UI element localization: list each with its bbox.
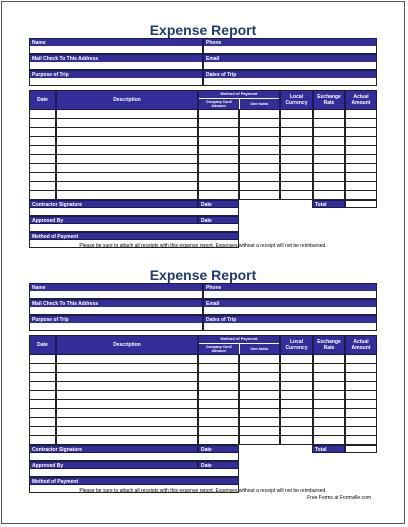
description-cell[interactable]	[56, 400, 198, 409]
col-payment-header	[198, 90, 280, 110]
phone-field[interactable]	[203, 291, 377, 299]
receipt-note: Please be sure to attach all receipts with this expense report. Expenses without a receipt will not be reimbursed.	[79, 243, 327, 249]
date-cell[interactable]	[29, 137, 56, 146]
dates-field[interactable]	[203, 323, 377, 331]
description-cell[interactable]	[56, 182, 198, 191]
purpose-dates-fields	[29, 78, 377, 86]
company-card-cell[interactable]	[198, 137, 239, 146]
email-field[interactable]	[203, 62, 377, 70]
purpose-dates-header	[29, 70, 377, 78]
exchange-rate-cell[interactable]	[313, 355, 345, 364]
actual-amount-cell[interactable]	[345, 182, 377, 191]
own-funds-cell[interactable]	[239, 436, 280, 445]
approved-by-field[interactable]	[29, 469, 239, 477]
actual-amount-cell[interactable]	[345, 128, 377, 137]
exchange-rate-cell[interactable]	[313, 427, 345, 436]
own-funds-cell[interactable]	[239, 182, 280, 191]
expense-grid	[29, 335, 377, 445]
approved-row	[29, 216, 239, 224]
own-funds-cell[interactable]	[239, 146, 280, 155]
col-date-header: Date	[29, 90, 56, 110]
company-card-cell[interactable]	[198, 436, 239, 445]
method-of-payment-label: Method of Payment	[199, 336, 279, 344]
date-cell[interactable]	[29, 418, 56, 427]
date-cell[interactable]	[29, 146, 56, 155]
address-field[interactable]	[29, 62, 203, 70]
approved-date-label: Date	[198, 461, 239, 469]
description-cell[interactable]	[56, 191, 198, 200]
local-currency-cell[interactable]	[280, 119, 313, 128]
table-row	[29, 191, 377, 200]
actual-amount-cell[interactable]	[345, 400, 377, 409]
table-row	[29, 364, 377, 373]
address-email-header	[29, 299, 377, 307]
mail-check-label: Mail Check To This Address	[29, 299, 203, 307]
purpose-dates-fields	[29, 323, 377, 331]
company-card-cell[interactable]	[198, 400, 239, 409]
description-cell[interactable]	[56, 137, 198, 146]
approved-by-label: Approved By	[29, 461, 198, 469]
company-card-cell[interactable]	[198, 128, 239, 137]
email-label: Email	[203, 54, 377, 62]
date-cell[interactable]	[29, 409, 56, 418]
local-currency-cell[interactable]	[280, 409, 313, 418]
date-cell[interactable]	[29, 391, 56, 400]
description-cell[interactable]	[56, 119, 198, 128]
approved-row	[29, 461, 239, 469]
local-currency-cell[interactable]	[280, 436, 313, 445]
grid-body	[29, 355, 377, 445]
exchange-rate-cell[interactable]	[313, 164, 345, 173]
local-currency-cell[interactable]	[280, 373, 313, 382]
actual-amount-cell[interactable]	[345, 155, 377, 164]
col-local-currency-header: Local Currency	[280, 90, 313, 110]
email-label: Email	[203, 299, 377, 307]
total-field[interactable]	[345, 200, 377, 208]
contractor-signature-label: Contractor Signature	[29, 445, 198, 453]
actual-amount-cell[interactable]	[345, 110, 377, 119]
dates-label: Dates of Trip	[203, 315, 377, 323]
method-of-payment-footer-label: Method of Payment	[29, 477, 239, 485]
form-title: Expense Report	[149, 22, 257, 38]
actual-amount-cell[interactable]	[345, 164, 377, 173]
phone-label: Phone	[203, 283, 377, 291]
local-currency-cell[interactable]	[280, 155, 313, 164]
actual-amount-cell[interactable]	[345, 119, 377, 128]
date-cell[interactable]	[29, 436, 56, 445]
table-row	[29, 110, 377, 119]
local-currency-cell[interactable]	[280, 418, 313, 427]
footer-block	[29, 445, 377, 485]
company-card-cell[interactable]	[198, 373, 239, 382]
table-row	[29, 400, 377, 409]
expense-report-form-2	[29, 268, 377, 493]
date-cell[interactable]	[29, 173, 56, 182]
table-row	[29, 164, 377, 173]
date-cell[interactable]	[29, 110, 56, 119]
company-card-cell[interactable]	[198, 182, 239, 191]
company-card-cell[interactable]	[198, 164, 239, 173]
contractor-signature-label: Contractor Signature	[29, 200, 198, 208]
exchange-rate-cell[interactable]	[313, 400, 345, 409]
actual-amount-cell[interactable]	[345, 436, 377, 445]
own-funds-cell[interactable]	[239, 382, 280, 391]
date-cell[interactable]	[29, 373, 56, 382]
date-cell[interactable]	[29, 119, 56, 128]
table-row	[29, 119, 377, 128]
local-currency-cell[interactable]	[280, 128, 313, 137]
dates-label: Dates of Trip	[203, 70, 377, 78]
col-description-header: Description	[56, 335, 198, 355]
signature-field[interactable]	[29, 453, 239, 461]
table-row	[29, 373, 377, 382]
total-label: Total	[312, 445, 345, 453]
description-cell[interactable]	[56, 418, 198, 427]
method-of-payment-label: Method of Payment	[199, 91, 279, 99]
own-funds-cell[interactable]	[239, 373, 280, 382]
phone-field[interactable]	[203, 46, 377, 54]
date-cell[interactable]	[29, 191, 56, 200]
purpose-field[interactable]	[29, 323, 203, 331]
date-cell[interactable]	[29, 364, 56, 373]
table-row	[29, 137, 377, 146]
table-row	[29, 418, 377, 427]
description-cell[interactable]	[56, 146, 198, 155]
table-row	[29, 355, 377, 364]
company-card-cell[interactable]	[198, 173, 239, 182]
company-card-cell[interactable]	[198, 191, 239, 200]
description-cell[interactable]	[56, 355, 198, 364]
total-field[interactable]	[345, 445, 377, 453]
own-funds-cell[interactable]	[239, 418, 280, 427]
company-card-cell[interactable]	[198, 146, 239, 155]
company-card-label: Company Card/ Advance	[199, 344, 240, 354]
grid-header	[29, 90, 377, 110]
company-card-cell[interactable]	[198, 110, 239, 119]
actual-amount-cell[interactable]	[345, 427, 377, 436]
name-phone-fields	[29, 291, 377, 299]
total-box	[312, 200, 377, 208]
exchange-rate-cell[interactable]	[313, 418, 345, 427]
formville-credit[interactable]: Free Forms at Formville.com	[307, 495, 371, 501]
own-funds-cell[interactable]	[239, 355, 280, 364]
approved-field-row	[29, 224, 239, 232]
company-card-cell[interactable]	[198, 418, 239, 427]
total-box	[312, 445, 377, 453]
company-card-cell[interactable]	[198, 155, 239, 164]
description-cell[interactable]	[56, 391, 198, 400]
purpose-field[interactable]	[29, 78, 203, 86]
exchange-rate-cell[interactable]	[313, 137, 345, 146]
local-currency-cell[interactable]	[280, 146, 313, 155]
approved-field-row	[29, 469, 239, 477]
exchange-rate-cell[interactable]	[313, 110, 345, 119]
company-card-cell[interactable]	[198, 364, 239, 373]
description-cell[interactable]	[56, 409, 198, 418]
table-row	[29, 391, 377, 400]
actual-amount-cell[interactable]	[345, 173, 377, 182]
exchange-rate-cell[interactable]	[313, 119, 345, 128]
signature-field-row	[29, 453, 239, 461]
own-funds-cell[interactable]	[239, 364, 280, 373]
actual-amount-cell[interactable]	[345, 191, 377, 200]
signature-date-label: Date	[198, 445, 239, 453]
mail-check-label: Mail Check To This Address	[29, 54, 203, 62]
col-actual-amount-header: Actual Amount	[345, 90, 377, 110]
exchange-rate-cell[interactable]	[313, 191, 345, 200]
exchange-rate-cell[interactable]	[313, 128, 345, 137]
col-payment-header	[198, 335, 280, 355]
description-cell[interactable]	[56, 164, 198, 173]
address-email-fields	[29, 62, 377, 70]
exchange-rate-cell[interactable]	[313, 173, 345, 182]
exchange-rate-cell[interactable]	[313, 391, 345, 400]
payment-method-row	[29, 232, 239, 240]
description-cell[interactable]	[56, 373, 198, 382]
company-card-cell[interactable]	[198, 391, 239, 400]
actual-amount-cell[interactable]	[345, 137, 377, 146]
own-funds-label: Own funds	[250, 347, 269, 351]
local-currency-cell[interactable]	[280, 400, 313, 409]
method-of-payment-footer-label: Method of Payment	[29, 232, 239, 240]
own-funds-cell[interactable]	[239, 409, 280, 418]
col-exchange-rate-header: Exchange Rate	[313, 335, 345, 355]
own-funds-cell[interactable]	[239, 191, 280, 200]
actual-amount-cell[interactable]	[345, 418, 377, 427]
description-cell[interactable]	[56, 128, 198, 137]
exchange-rate-cell[interactable]	[313, 373, 345, 382]
date-cell[interactable]	[29, 382, 56, 391]
phone-label: Phone	[203, 38, 377, 46]
description-cell[interactable]	[56, 155, 198, 164]
approved-by-field[interactable]	[29, 224, 239, 232]
own-funds-cell[interactable]	[239, 164, 280, 173]
signature-row	[29, 200, 239, 208]
local-currency-cell[interactable]	[280, 382, 313, 391]
grid-body	[29, 110, 377, 200]
local-currency-cell[interactable]	[280, 164, 313, 173]
local-currency-cell[interactable]	[280, 110, 313, 119]
exchange-rate-cell[interactable]	[313, 364, 345, 373]
table-row	[29, 409, 377, 418]
expense-report-form-1	[29, 23, 377, 248]
own-funds-cell[interactable]	[239, 155, 280, 164]
name-phone-fields	[29, 46, 377, 54]
approved-date-label: Date	[198, 216, 239, 224]
local-currency-cell[interactable]	[280, 182, 313, 191]
table-row	[29, 182, 377, 191]
exchange-rate-cell[interactable]	[313, 382, 345, 391]
name-phone-header	[29, 38, 377, 46]
date-cell[interactable]	[29, 128, 56, 137]
table-row	[29, 173, 377, 182]
company-card-cell[interactable]	[198, 409, 239, 418]
date-cell[interactable]	[29, 400, 56, 409]
table-row	[29, 427, 377, 436]
local-currency-cell[interactable]	[280, 355, 313, 364]
exchange-rate-cell[interactable]	[313, 436, 345, 445]
date-cell[interactable]	[29, 182, 56, 191]
purpose-dates-header	[29, 315, 377, 323]
address-email-fields	[29, 307, 377, 315]
actual-amount-cell[interactable]	[345, 391, 377, 400]
address-email-header	[29, 54, 377, 62]
email-field[interactable]	[203, 307, 377, 315]
description-cell[interactable]	[56, 436, 198, 445]
col-actual-amount-header: Actual Amount	[345, 335, 377, 355]
actual-amount-cell[interactable]	[345, 355, 377, 364]
company-card-cell[interactable]	[198, 382, 239, 391]
exchange-rate-cell[interactable]	[313, 409, 345, 418]
local-currency-cell[interactable]	[280, 173, 313, 182]
col-exchange-rate-header: Exchange Rate	[313, 90, 345, 110]
purpose-label: Purpose of Trip	[29, 70, 203, 78]
col-description-header: Description	[56, 90, 198, 110]
signature-row	[29, 445, 239, 453]
table-row	[29, 155, 377, 164]
purpose-label: Purpose of Trip	[29, 315, 203, 323]
description-cell[interactable]	[56, 364, 198, 373]
actual-amount-cell[interactable]	[345, 364, 377, 373]
table-row	[29, 436, 377, 445]
date-cell[interactable]	[29, 155, 56, 164]
signature-field[interactable]	[29, 208, 239, 216]
total-label: Total	[312, 200, 345, 208]
actual-amount-cell[interactable]	[345, 373, 377, 382]
date-cell[interactable]	[29, 355, 56, 364]
local-currency-cell[interactable]	[280, 191, 313, 200]
actual-amount-cell[interactable]	[345, 382, 377, 391]
own-funds-cell[interactable]	[239, 427, 280, 436]
own-funds-cell[interactable]	[239, 119, 280, 128]
local-currency-cell[interactable]	[280, 391, 313, 400]
exchange-rate-cell[interactable]	[313, 146, 345, 155]
date-cell[interactable]	[29, 427, 56, 436]
name-phone-header	[29, 283, 377, 291]
date-cell[interactable]	[29, 164, 56, 173]
expense-grid	[29, 90, 377, 200]
description-cell[interactable]	[56, 427, 198, 436]
exchange-rate-cell[interactable]	[313, 182, 345, 191]
own-funds-cell[interactable]	[239, 391, 280, 400]
footer-block	[29, 200, 377, 240]
signature-field-row	[29, 208, 239, 216]
actual-amount-cell[interactable]	[345, 409, 377, 418]
local-currency-cell[interactable]	[280, 364, 313, 373]
company-card-label: Company Card/ Advance	[199, 99, 240, 109]
own-funds-label: Own funds	[250, 102, 269, 106]
company-card-cell[interactable]	[198, 355, 239, 364]
own-funds-cell[interactable]	[239, 128, 280, 137]
payment-method-row	[29, 477, 239, 485]
own-funds-cell[interactable]	[239, 400, 280, 409]
description-cell[interactable]	[56, 382, 198, 391]
name-field[interactable]	[29, 291, 203, 299]
local-currency-cell[interactable]	[280, 427, 313, 436]
description-cell[interactable]	[56, 110, 198, 119]
description-cell[interactable]	[56, 173, 198, 182]
receipt-note: Please be sure to attach all receipts with this expense report. Expenses without a receipt will not be reimbursed.	[79, 488, 327, 494]
name-label: Name	[29, 38, 203, 46]
table-row	[29, 146, 377, 155]
actual-amount-cell[interactable]	[345, 146, 377, 155]
company-card-cell[interactable]	[198, 119, 239, 128]
exchange-rate-cell[interactable]	[313, 155, 345, 164]
signature-date-label: Date	[198, 200, 239, 208]
company-card-cell[interactable]	[198, 427, 239, 436]
form-title: Expense Report	[149, 267, 257, 283]
own-funds-cell[interactable]	[239, 173, 280, 182]
own-funds-cell[interactable]	[239, 137, 280, 146]
table-row	[29, 382, 377, 391]
grid-header	[29, 335, 377, 355]
approved-by-label: Approved By	[29, 216, 198, 224]
dates-field[interactable]	[203, 78, 377, 86]
col-local-currency-header: Local Currency	[280, 335, 313, 355]
col-date-header: Date	[29, 335, 56, 355]
name-label: Name	[29, 283, 203, 291]
own-funds-cell[interactable]	[239, 110, 280, 119]
address-field[interactable]	[29, 307, 203, 315]
table-row	[29, 128, 377, 137]
name-field[interactable]	[29, 46, 203, 54]
local-currency-cell[interactable]	[280, 137, 313, 146]
